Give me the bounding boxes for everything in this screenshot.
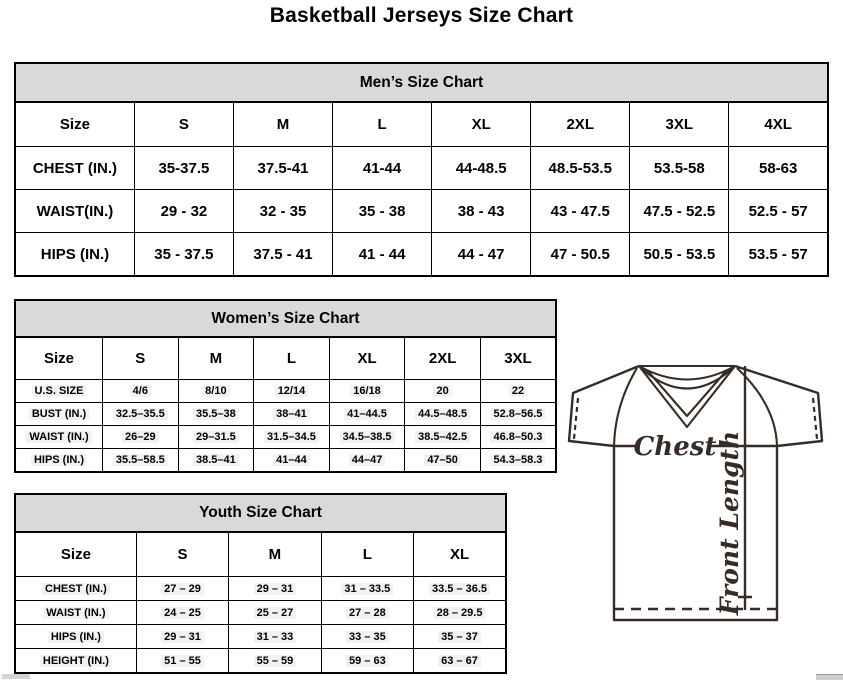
highlighted-value: 27 – 28 [346,607,389,619]
size-value-cell: 41-44 [333,147,432,190]
size-value-cell [480,449,556,473]
header-row [15,102,828,147]
size-value-cell [229,625,321,649]
cropped-ui-fragment-left [2,674,30,679]
size-column-header: M [229,532,321,577]
size-value-cell: 35-37.5 [134,147,233,190]
highlighted-value: BUST (IN.) [29,408,89,420]
highlighted-value: 59 – 63 [346,655,389,667]
size-column-header: S [134,102,233,147]
mens-chart-title: Men’s Size Chart [14,62,829,103]
size-value-cell [329,426,405,449]
size-value-cell: 52.5 - 57 [729,190,828,233]
size-value-cell: 35 - 38 [333,190,432,233]
highlighted-value: 54.3–58.3 [490,454,545,466]
size-column-header: 2XL [405,337,481,380]
size-value-cell [414,625,506,649]
highlighted-value: 47–50 [424,454,461,466]
highlighted-value: 25 – 27 [254,607,297,619]
size-label-header: Size [15,337,103,380]
highlighted-value: 12/14 [275,385,309,397]
measurement-row [15,147,828,190]
highlighted-value: 8/10 [202,385,229,397]
size-column-header: 3XL [480,337,556,380]
highlighted-value: HIPS (IN.) [31,454,87,466]
size-column-header: S [103,337,179,380]
measurement-row [15,190,828,233]
size-value-cell [136,649,228,674]
size-value-cell [103,380,179,403]
row-label [15,449,103,473]
front-length-measure-label: Front Length [715,430,744,616]
size-value-cell [414,577,506,601]
size-column-header: 2XL [531,102,630,147]
size-value-cell: 48.5-53.5 [531,147,630,190]
mens-size-chart-section [14,62,829,277]
size-value-cell [229,577,321,601]
highlighted-value: WAIST (IN.) [26,431,91,443]
highlighted-value: 51 – 55 [161,655,204,667]
size-value-cell [178,426,254,449]
cropped-ui-fragment-right [816,674,843,680]
right-sleeve-stitch-line [813,398,817,439]
size-column-header: S [136,532,228,577]
size-value-cell: 58-63 [729,147,828,190]
size-value-cell: 37.5-41 [233,147,332,190]
highlighted-value: 24 – 25 [161,607,204,619]
size-value-cell: 47.5 - 52.5 [630,190,729,233]
highlighted-value: CHEST (IN.) [42,583,110,595]
size-value-cell: 32 - 35 [233,190,332,233]
size-value-cell: 41 - 44 [333,233,432,277]
highlighted-value: 31 – 33.5 [341,583,393,595]
highlighted-value: 4/6 [130,385,151,397]
size-value-cell [480,403,556,426]
jersey-measurement-diagram [557,353,842,630]
size-value-cell [480,380,556,403]
youth-size-table [14,531,507,674]
highlighted-value: 31.5–34.5 [264,431,319,443]
size-value-cell [414,649,506,674]
row-label [15,601,136,625]
size-value-cell: 53.5-58 [630,147,729,190]
size-value-cell: 53.5 - 57 [729,233,828,277]
highlighted-value: 20 [433,385,451,397]
size-value-cell [136,577,228,601]
size-value-cell [254,449,330,473]
chest-measure-label: Chest [633,432,717,462]
size-label-header: Size [15,532,136,577]
size-column-header: 4XL [729,102,828,147]
size-value-cell: 38 - 43 [432,190,531,233]
measurement-row [15,380,556,403]
highlighted-value: 29–31.5 [193,431,239,443]
womens-size-table [14,336,557,473]
size-value-cell: 35 - 37.5 [134,233,233,277]
youth-chart-title: Youth Size Chart [14,493,507,533]
size-column-header: M [233,102,332,147]
highlighted-value: 41–44 [273,454,310,466]
size-value-cell [480,426,556,449]
highlighted-value: 38.5–42.5 [415,431,470,443]
highlighted-value: 35.5–38 [193,408,239,420]
size-value-cell [103,426,179,449]
size-value-cell [178,449,254,473]
highlighted-value: 46.8–50.3 [490,431,545,443]
highlighted-value: 35 – 37 [438,631,481,643]
size-value-cell [321,577,413,601]
size-value-cell: 43 - 47.5 [531,190,630,233]
row-label [15,649,136,674]
size-column-header: M [178,337,254,380]
size-value-cell [229,601,321,625]
row-label [15,625,136,649]
highlighted-value: 44.5–48.5 [415,408,470,420]
highlighted-value: 33.5 – 36.5 [429,583,490,595]
highlighted-value: HEIGHT (IN.) [40,655,112,667]
size-value-cell [103,403,179,426]
highlighted-value: 31 – 33 [254,631,297,643]
collar-outline [639,366,735,427]
highlighted-value: WAIST (IN.) [43,607,108,619]
highlighted-value: 34.5–38.5 [340,431,395,443]
size-value-cell [329,403,405,426]
mens-size-table [14,101,829,277]
row-label [15,403,103,426]
highlighted-value: 29 – 31 [161,631,204,643]
row-label [15,380,103,403]
size-value-cell [405,426,481,449]
size-value-cell [136,625,228,649]
size-value-cell [136,601,228,625]
size-value-cell [321,601,413,625]
size-label-header: Size [15,102,134,147]
size-column-header: XL [414,532,506,577]
size-value-cell: 50.5 - 53.5 [630,233,729,277]
size-value-cell [178,403,254,426]
highlighted-value: 35.5–58.5 [113,454,168,466]
highlighted-value: 33 – 35 [346,631,389,643]
highlighted-value: 22 [509,385,527,397]
size-column-header: XL [329,337,405,380]
highlighted-value: U.S. SIZE [32,385,87,397]
highlighted-value: 27 – 29 [161,583,204,595]
highlighted-value: HIPS (IN.) [48,631,104,643]
size-value-cell [178,380,254,403]
size-value-cell [254,426,330,449]
measurement-row [15,577,506,601]
measurement-row [15,625,506,649]
womens-size-chart-section [14,299,557,473]
size-value-cell [229,649,321,674]
row-label: CHEST (IN.) [15,147,134,190]
size-value-cell [405,380,481,403]
highlighted-value: 32.5–35.5 [113,408,168,420]
size-value-cell [321,649,413,674]
highlighted-value: 38–41 [273,408,310,420]
row-label: HIPS (IN.) [15,233,134,277]
measurement-row [15,426,556,449]
row-label: WAIST(IN.) [15,190,134,233]
size-value-cell: 29 - 32 [134,190,233,233]
row-label [15,577,136,601]
measurement-row [15,449,556,473]
size-value-cell [103,449,179,473]
header-row [15,337,556,380]
size-value-cell: 44 - 47 [432,233,531,277]
youth-size-chart-section [14,493,507,674]
size-column-header: L [333,102,432,147]
size-value-cell [405,449,481,473]
jersey-body-outline [614,445,777,620]
womens-chart-title: Women’s Size Chart [14,299,557,338]
row-label [15,426,103,449]
size-value-cell [254,403,330,426]
size-column-header: 3XL [630,102,729,147]
highlighted-value: 63 – 67 [438,655,481,667]
measurement-row [15,649,506,674]
header-row [15,532,506,577]
highlighted-value: 44–47 [349,454,386,466]
size-value-cell [254,380,330,403]
highlighted-value: 55 – 59 [254,655,297,667]
size-value-cell [321,625,413,649]
highlighted-value: 26–29 [122,431,159,443]
left-sleeve-stitch-line [574,398,578,439]
size-value-cell: 44-48.5 [432,147,531,190]
size-column-header: L [254,337,330,380]
size-value-cell [414,601,506,625]
size-value-cell [405,403,481,426]
measurement-row [15,233,828,277]
highlighted-value: 28 – 29.5 [434,607,486,619]
highlighted-value: 38.5–41 [193,454,239,466]
page-title: Basketball Jerseys Size Chart [269,4,574,27]
highlighted-value: 52.8–56.5 [490,408,545,420]
measurement-row [15,403,556,426]
measurement-row [15,601,506,625]
highlighted-value: 41–44.5 [344,408,390,420]
highlighted-value: 29 – 31 [254,583,297,595]
size-value-cell [329,380,405,403]
highlighted-value: 16/18 [350,385,384,397]
size-column-header: L [321,532,413,577]
size-value-cell [329,449,405,473]
size-value-cell: 47 - 50.5 [531,233,630,277]
size-column-header: XL [432,102,531,147]
size-value-cell: 37.5 - 41 [233,233,332,277]
